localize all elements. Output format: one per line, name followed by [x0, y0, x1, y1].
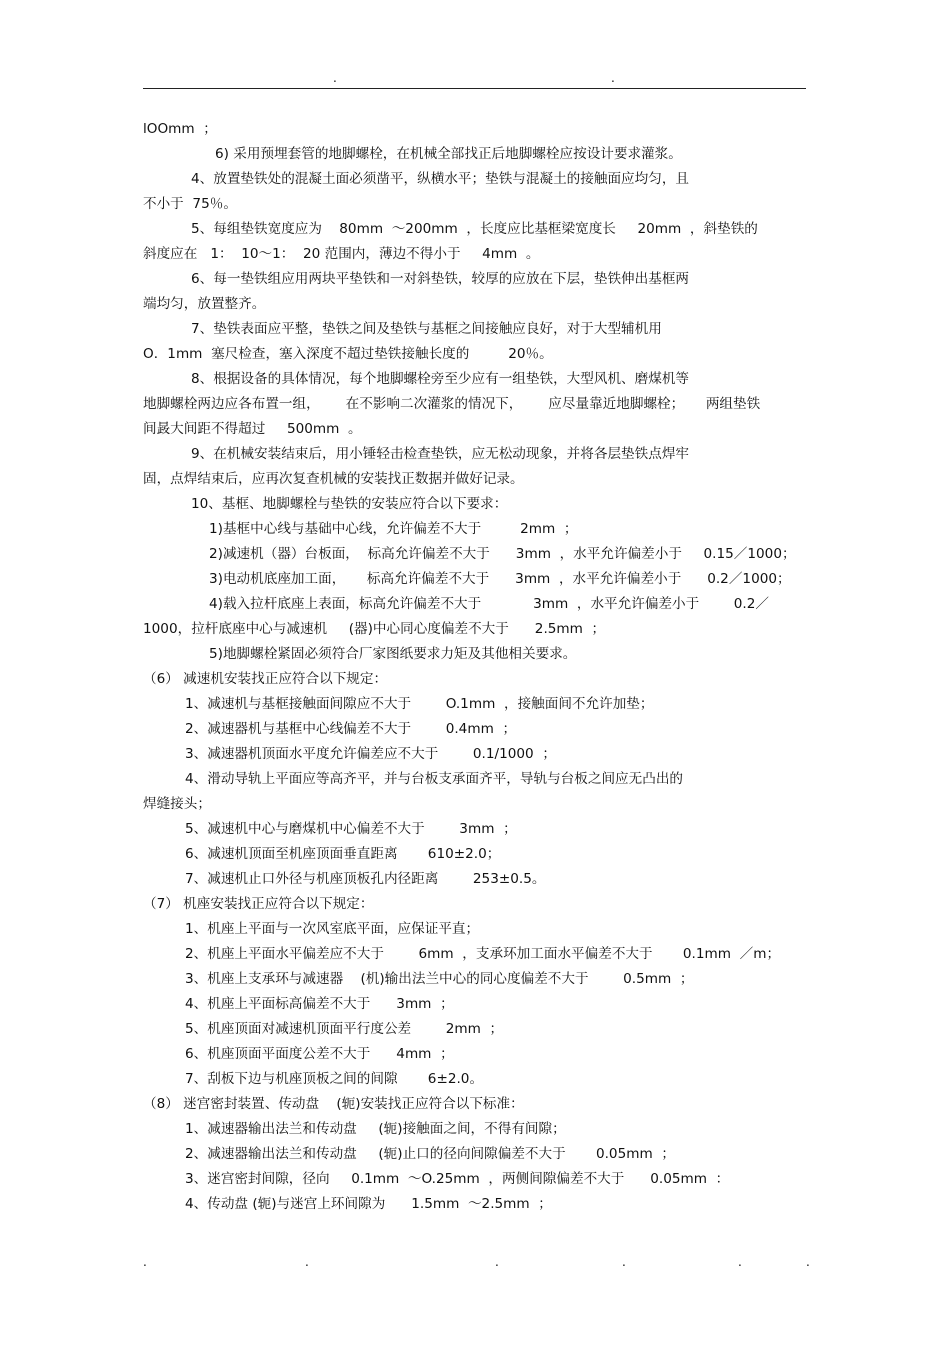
section-heading: （8） 迷宫密封装置、传动盘 (轭)安装找正应符合以下标准： — [143, 1096, 524, 1112]
text-line: 不小于 75％。 — [143, 196, 237, 212]
text-line: O．1mm 塞尺检查，塞入深度不超过垫铁接触长度的 20％。 — [143, 346, 553, 362]
text-line: 地脚螺栓两边应各布置一组， 在不影响二次灌浆的情况下， 应尽量靠近地脚螺栓； 两组垫铁 — [143, 396, 761, 412]
text-line: 4、滑动导轨上平面应等高齐平，并与台板支承面齐平，导轨与台板之间应无凸出的 — [185, 771, 684, 787]
text-line: 1、减速器输出法兰和传动盘 (轭)接触面之间，不得有间隙； — [185, 1121, 566, 1137]
text-line: 固，点焊结束后，应再次复查机械的安装找正数据并做好记录。 — [143, 471, 524, 487]
footer-dot: . — [738, 1255, 742, 1269]
text-line: 4、放置垫铁处的混凝土面必须凿平，纵横水平；垫铁与混凝土的接触面应均匀，且 — [191, 171, 690, 187]
text-line: 2)减速机（器）台板面， 标高允许偏差不大于 3mm ，水平允许偏差小于 0.15／1000； — [209, 546, 796, 562]
text-line: 3、减速器机顶面水平度允许偏差应不大于 0.1/1000 ； — [185, 746, 556, 762]
text-line: 6) 采用预埋套管的地脚螺栓，在机械全部找正后地脚螺栓应按设计要求灌浆。 — [215, 146, 682, 162]
text-line: 7、垫铁表面应平整，垫铁之间及垫铁与基框之间接触应良好，对于大型辅机用 — [191, 321, 662, 337]
footer-dot: . — [622, 1255, 626, 1269]
text-line: 3、机座上支承环与减速器 (机)输出法兰中心的同心度偏差不大于 0.5mm ； — [185, 971, 694, 987]
header-rule — [143, 88, 806, 89]
text-line: 斜度应在 1： 10～1： 20 范围内，薄边不得小于 4mm 。 — [143, 246, 540, 262]
header-dot-left: . — [333, 71, 337, 85]
text-line: 4)载入拉杆底座上表面，标高允许偏差不大于 3mm ，水平允许偏差小于 0.2／ — [209, 596, 769, 612]
section-heading: （6） 减速机安装找正应符合以下规定： — [143, 671, 388, 687]
text-line: lOOmm ； — [143, 121, 217, 137]
text-line: 6、减速机顶面至机座顶面垂直距离 610±2.0； — [185, 846, 501, 862]
footer-dot: . — [305, 1255, 309, 1269]
text-line: 2、减速器机与基框中心线偏差不大于 0.4mm ； — [185, 721, 517, 737]
footer-dot: . — [495, 1255, 499, 1269]
text-line: 4、机座上平面标高偏差不大于 3mm ； — [185, 996, 454, 1012]
text-line: 1000，拉杆底座中心与减速机 (器)中心同心度偏差不大于 2.5mm ； — [143, 621, 606, 637]
text-line: 6、每一垫铁组应用两块平垫铁和一对斜垫铁，较厚的应放在下层，垫铁伸出基框两 — [191, 271, 690, 287]
footer-dot: . — [806, 1255, 810, 1269]
header-dot-right: . — [611, 71, 615, 85]
text-line: 5、机座顶面对减速机顶面平行度公差 2mm ； — [185, 1021, 504, 1037]
text-line: 端均匀，放置整齐。 — [143, 296, 266, 312]
text-line: 2、机座上平面水平偏差应不大于 6mm ，支承环加工面水平偏差不大于 0.1mm ／m； — [185, 946, 781, 962]
text-line: 1、减速机与基框接触面间隙应不大于 O.1mm ，接触面间不允许加垫； — [185, 696, 654, 712]
text-line: 焊缝接头； — [143, 796, 211, 812]
text-line: 5、减速机中心与磨煤机中心偏差不大于 3mm ； — [185, 821, 517, 837]
text-line: 1)基框中心线与基础中心线，允许偏差不大于 2mm ； — [209, 521, 578, 537]
text-line: 5)地脚螺栓紧固必须符合厂家图纸要求力矩及其他相关要求。 — [209, 646, 577, 662]
text-line: 6、机座顶面平面度公差不大于 4mm ； — [185, 1046, 454, 1062]
text-line: 3、迷宫密封间隙，径向 0.1mm ～O.25mm ，两侧间隙偏差不大于 0.05mm ： — [185, 1171, 730, 1187]
text-line: 4、传动盘 (轭)与迷宫上环间隙为 1.5mm ～2.5mm ； — [185, 1196, 552, 1212]
text-line: 1、机座上平面与一次风室底平面，应保证平直； — [185, 921, 480, 937]
text-line: 8、根据设备的具体情况，每个地脚螺栓旁至少应有一组垫铁，大型风机、磨煤机等 — [191, 371, 690, 387]
text-line: 3)电动机底座加工面， 标高允许偏差不大于 3mm ，水平允许偏差小于 0.2／1000； — [209, 571, 791, 587]
text-line: 间晸大间距不得超过 500mm 。 — [143, 421, 362, 437]
text-line: 10、基框、地脚螺栓与垫铁的安装应符合以下要求： — [191, 496, 508, 512]
footer-dot: . — [143, 1255, 147, 1269]
text-line: 2、减速器输出法兰和传动盘 (轭)止口的径向间隙偏差不大于 0.05mm ； — [185, 1146, 675, 1162]
text-line: 7、刮板下边与机座顶板之间的间隙 6±2.0。 — [185, 1071, 484, 1087]
text-line: 7、减速机止口外径与机座顶板孔内径距离 253±0.5。 — [185, 871, 546, 887]
section-heading: （7） 机座安装找正应符合以下规定： — [143, 896, 374, 912]
text-line: 9、在机械安装结束后，用小锤轻击检查垫铁，应无松动现象，并将各层垫铁点焊牢 — [191, 446, 690, 462]
text-line: 5、每组垫铁宽度应为 80mm ～200mm ，长度应比基框梁宽度长 20mm ，斜垫铁的 — [191, 221, 758, 237]
